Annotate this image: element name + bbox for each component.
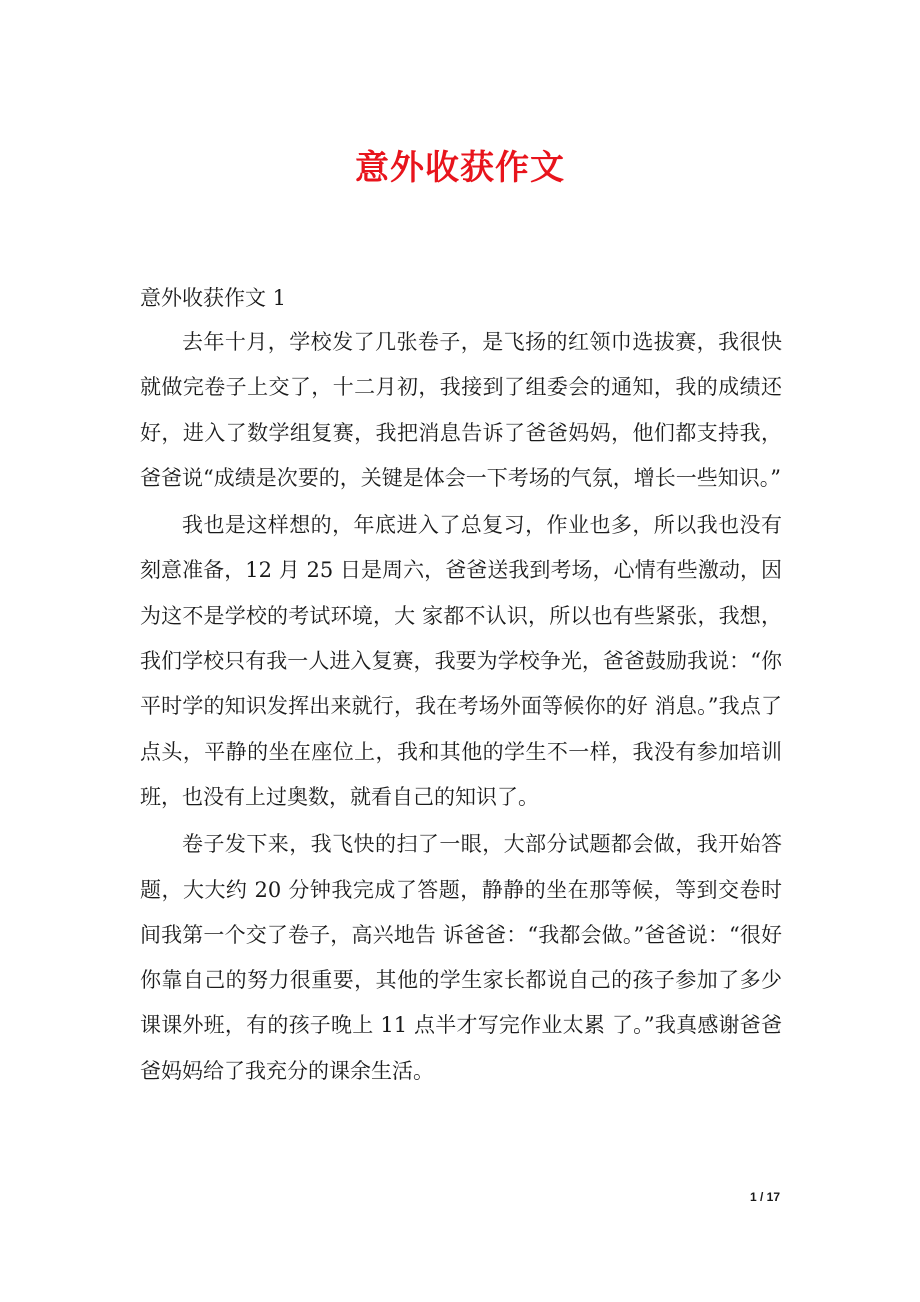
essay-body bbox=[140, 320, 782, 1096]
paragraph: 卷子发下来，我飞快的扫了一眼，大部分试题都会做，我开始答题，大大约 20 分钟我完成了答题，静静的坐在那等候，等到交卷时间我第一个交了卷子，高兴地告 诉爸爸：“我都会做。”爸爸说：“很好你靠自己的努力很重要，其他的学生家长都说自己的孩子参加了多少课课外班，有的孩子晚上 11 点半才写完作业太累 了。”我真感谢爸爸爸妈妈给了我充分的课余生活。 bbox=[140, 832, 782, 1083]
page-number: 1 / 17 bbox=[749, 1190, 781, 1204]
section-heading: 意外收获作文 1 bbox=[140, 286, 287, 310]
paragraph: 去年十月，学校发了几张卷子，是飞扬的红领巾选拔赛，我很快就做完卷子上交了，十二月初，我接到了组委会的通知，我的成绩还好，进入了数学组复赛，我把消息告诉了爸爸妈妈，他们都支持我，爸爸说“成绩是次要的，关键是体会一下考场的气氛，增长一些知识。” bbox=[140, 330, 782, 490]
paragraph: 我也是这样想的，年底进入了总复习，作业也多，所以我也没有刻意准备，12 月 25 日是周六，爸爸送我到考场，心情有些激动，因为这不是学校的考试环境，大 家都不认识，所以也有些紧张，我想，我们学校只有我一人进入复赛，我要为学校争光，爸爸鼓励我说：“你平时学的知识发挥出来就行，我在考场外面等候你的好 消息。”我点了点头，平静的坐在座位上，我和其他的学生不一样，我没有参加培训班，也没有上过奥数，就看自己的知识了。 bbox=[140, 513, 782, 809]
document-title: 意外收获作文 bbox=[355, 148, 565, 188]
